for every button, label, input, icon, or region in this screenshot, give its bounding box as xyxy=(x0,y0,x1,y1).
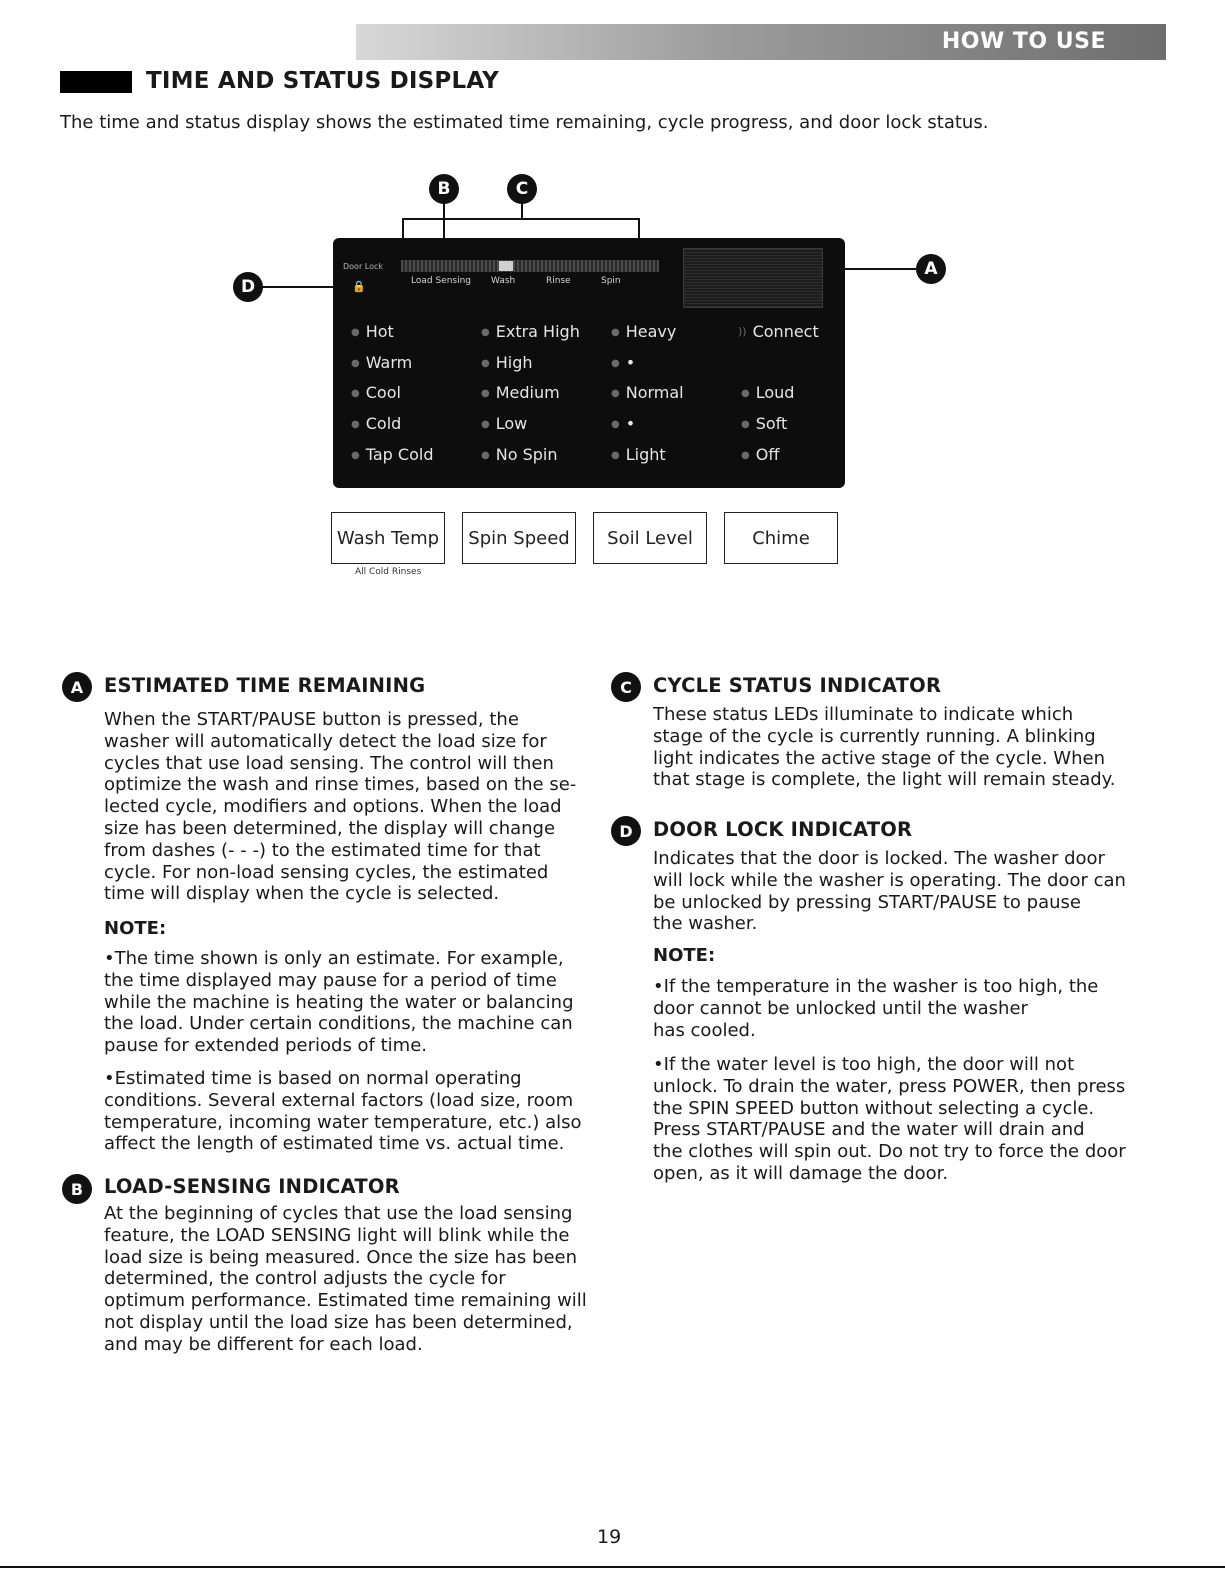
section-b-badge: B xyxy=(62,1174,92,1204)
wash-temp-button[interactable]: Wash Temp xyxy=(331,512,445,564)
option-light: ● Light xyxy=(611,445,666,464)
option-cool: ● Cool xyxy=(351,383,401,402)
time-remaining-display xyxy=(683,248,823,308)
callout-d-line xyxy=(262,286,334,288)
option-tap-cold: ● Tap Cold xyxy=(351,445,434,464)
section-d-note-2: •If the water level is too high, the door will not unlock. To drain the water, press POWER, then press the SPIN SPEED button without selecting a cycle. Press START/PAUSE and the water will drain and the clothes will spin out. Do not try to force the door open, as it will damage the door. xyxy=(653,1054,1126,1184)
section-d-note-label: NOTE: xyxy=(653,945,716,966)
option-low: ● Low xyxy=(481,414,528,433)
title-marker xyxy=(60,71,132,93)
section-c-body: These status LEDs illuminate to indicate which stage of the cycle is currently running. A blinking light indicates the active stage of the cycle. When that stage is complete, the light will remain steady. xyxy=(653,704,1116,791)
section-a-note-2: •Estimated time is based on normal operating conditions. Several external factors (load size, room temperature, incoming water temperature, etc.) also affect the length of estimated time vs. actual time. xyxy=(104,1068,582,1155)
callout-c-line xyxy=(521,202,523,218)
bottom-rule xyxy=(0,1566,1225,1568)
section-d-badge: D xyxy=(611,816,641,846)
option-high: ● High xyxy=(481,353,533,372)
option-soil-step-1: ● • xyxy=(611,353,636,372)
section-d-body: Indicates that the door is locked. The washer door will lock while the washer is operating. The door can be unlocked by pressing START/PAUSE to pause the washer. xyxy=(653,848,1126,935)
callout-bracket-left xyxy=(402,218,404,240)
option-hot: ● Hot xyxy=(351,322,394,341)
section-d-note-1: •If the temperature in the washer is too high, the door cannot be unlocked until the washer has cooled. xyxy=(653,976,1099,1041)
option-off: ● Off xyxy=(741,445,780,464)
section-c-badge: C xyxy=(611,672,641,702)
section-a-badge: A xyxy=(62,672,92,702)
option-connect: )) Connect xyxy=(738,322,819,341)
option-soft: ● Soft xyxy=(741,414,788,433)
section-c-heading: CYCLE STATUS INDICATOR xyxy=(653,674,942,697)
option-medium: ● Medium xyxy=(481,383,560,402)
page-title: TIME AND STATUS DISPLAY xyxy=(146,68,500,94)
cycle-status-led xyxy=(499,261,513,271)
option-heavy: ● Heavy xyxy=(611,322,677,341)
option-loud: ● Loud xyxy=(741,383,795,402)
wash-temp-sub-label: All Cold Rinses xyxy=(355,567,422,577)
section-tab-label: HOW TO USE xyxy=(941,29,1106,54)
stage-wash: Wash xyxy=(491,276,516,286)
option-extra-high: ● Extra High xyxy=(481,322,580,341)
option-cold: ● Cold xyxy=(351,414,402,433)
section-a-note-1: •The time shown is only an estimate. For example, the time displayed may pause for a period of time while the machine is heating the water or balancing the load. Under certain conditions, the machine can pause for extended periods of time. xyxy=(104,948,574,1057)
callout-a-line xyxy=(844,268,916,270)
section-b-body: At the beginning of cycles that use the load sensing feature, the LOAD SENSING light will blink while the load size is being measured. Once the size has been determined, the control adjusts the cycle for optimum performance. Estimated time remaining will not display until the load size has been determined, and may be different for each load. xyxy=(104,1203,587,1355)
soil-level-button[interactable]: Soil Level xyxy=(593,512,707,564)
option-normal: ● Normal xyxy=(611,383,684,402)
stage-load-sensing: Load Sensing xyxy=(411,276,472,286)
callout-d-badge: D xyxy=(233,272,263,302)
option-warm: ● Warm xyxy=(351,353,413,372)
section-a-note-label: NOTE: xyxy=(104,918,167,939)
section-d-heading: DOOR LOCK INDICATOR xyxy=(653,818,913,841)
callout-b-badge: B xyxy=(429,174,459,204)
intro-text: The time and status display shows the estimated time remaining, cycle progress, and door lock status. xyxy=(60,112,989,133)
stage-spin: Spin xyxy=(601,276,621,286)
callout-bracket-line xyxy=(402,218,640,220)
door-lock-label: Door Lock xyxy=(343,262,384,271)
option-soil-step-2: ● • xyxy=(611,414,636,433)
spin-speed-button[interactable]: Spin Speed xyxy=(462,512,576,564)
lock-icon: 🔒 xyxy=(352,280,366,293)
wifi-icon: )) xyxy=(738,325,747,338)
section-b-heading: LOAD-SENSING INDICATOR xyxy=(104,1175,400,1198)
callout-a-badge: A xyxy=(916,254,946,284)
callout-c-badge: C xyxy=(507,174,537,204)
option-no-spin: ● No Spin xyxy=(481,445,558,464)
section-a-body: When the START/PAUSE button is pressed, the washer will automatically detect the load size for cycles that use load sensing. The control will then optimize the wash and rinse times, based on the se- lected cycle, modifiers and options. When the load size has been determined, the display will change from dashes (- - -) to the estimated time for that cycle. For non-load sensing cycles, the estimated time will display when the cycle is selected. xyxy=(104,709,577,905)
page-number: 19 xyxy=(597,1526,622,1548)
stage-rinse: Rinse xyxy=(546,276,571,286)
cycle-status-bar xyxy=(401,260,659,272)
chime-button[interactable]: Chime xyxy=(724,512,838,564)
section-a-heading: ESTIMATED TIME REMAINING xyxy=(104,674,426,697)
section-header-bar xyxy=(356,24,1166,60)
control-panel-display xyxy=(333,238,845,488)
